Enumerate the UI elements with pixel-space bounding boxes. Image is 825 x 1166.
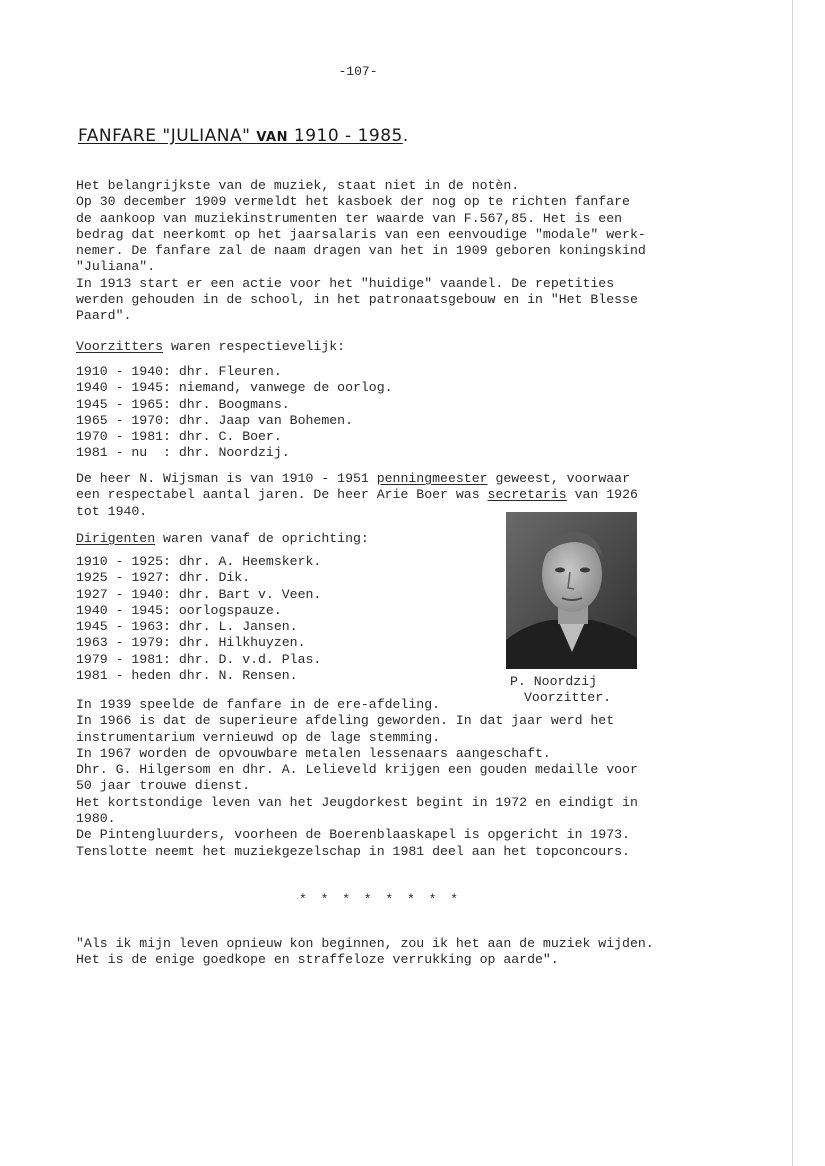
- dirigent-item: 1925 - 1927: dhr. Dik.: [76, 570, 251, 586]
- caption-role: Voorzitter.: [524, 690, 612, 705]
- intro-line: de aankoop van muziekinstrumenten ter waarde van F.567,85. Het is een: [76, 210, 623, 226]
- voorzitter-item: 1970 - 1981: dhr. C. Boer.: [76, 429, 282, 445]
- dirigent-item: 1910 - 1925: dhr. A. Heemskerk.: [76, 554, 322, 569]
- page-edge-line: [792, 0, 793, 1166]
- history-line: instrumentarium vernieuwd op de lage stemming.: [76, 729, 441, 745]
- voorzitter-item: 1981 - nu : dhr. Noordzij.: [76, 445, 290, 461]
- intro-line: Paard".: [76, 308, 132, 324]
- dirigenten-heading-label: Dirigenten: [76, 531, 156, 546]
- title-years: 1910 - 1985: [293, 126, 403, 146]
- voorzitter-item: 1910 - 1940: dhr. Fleuren.: [76, 364, 282, 379]
- dirigent-item: 1927 - 1940: dhr. Bart v. Veen.: [76, 586, 322, 602]
- text-fragment: De heer N. Wijsman is van 1910 - 1951: [76, 471, 377, 486]
- history-line: Dhr. G. Hilgersom en dhr. A. Lelieveld krijgen een gouden medaille voor: [76, 762, 638, 778]
- text-fragment: van 1926: [566, 487, 638, 503]
- treasurer-line-1: [76, 471, 688, 487]
- intro-paragraph: [76, 178, 688, 325]
- dirigent-item: 1963 - 1979: dhr. Hilkhuyzen.: [76, 635, 306, 651]
- title-trail: .: [402, 126, 409, 146]
- title-van: VAN: [256, 130, 288, 145]
- page-title: [78, 126, 409, 146]
- treasurer-line-3: tot 1940.: [76, 503, 148, 519]
- dirigenten-heading: [76, 531, 496, 547]
- intro-line: "Juliana".: [76, 259, 156, 275]
- history-line: Tenslotte neemt het muziekgezelschap in 1981 deel aan het topconcours.: [76, 843, 630, 859]
- history-line: In 1967 worden de opvouwbare metalen lessenaars aangeschaft.: [76, 745, 551, 761]
- history-line: Het kortstondige leven van het Jeugdorkest begint in 1972 en eindigt in: [76, 794, 638, 810]
- dirigent-item: 1945 - 1963: dhr. L. Jansen.: [76, 619, 298, 635]
- history-line: In 1939 speelde de fanfare in de ere-afdeling.: [76, 697, 441, 712]
- dirigent-item: 1940 - 1945: oorlogspauze.: [76, 602, 282, 618]
- caption-name: P. Noordzij: [510, 674, 598, 689]
- voorzitters-heading: [76, 339, 688, 355]
- intro-line: bedrag dat neerkomt op het jaarsalaris van een eenvoudige "modale" werk-: [76, 226, 646, 242]
- history-line: 50 jaar trouwe dienst.: [76, 778, 251, 794]
- voorzitters-heading-label: Voorzitters: [76, 339, 164, 354]
- voorzitters-list: [76, 364, 393, 462]
- voorzitter-item: 1965 - 1970: dhr. Jaap van Bohemen.: [76, 412, 353, 428]
- text-fragment: geweest, voorwaar: [487, 471, 630, 486]
- text-fragment: een respectabel aantal jaren. De heer Arie Boer was: [76, 487, 488, 503]
- quote-line: Het is de enige goedkope en straffeloze verrukking op aarde".: [76, 952, 559, 968]
- voorzitter-item: 1945 - 1965: dhr. Boogmans.: [76, 396, 290, 412]
- section-separator: * * * * * * * *: [298, 892, 462, 907]
- secretaris-term: secretaris: [487, 487, 567, 503]
- history-paragraph: [76, 697, 688, 860]
- history-line: In 1966 is dat de superieure afdeling geworden. In dat jaar werd het: [76, 713, 615, 729]
- portrait-photo: [506, 512, 637, 669]
- intro-line: nemer. De fanfare zal de naam dragen van het in 1909 geboren koningskind: [76, 243, 646, 259]
- intro-line: In 1913 start er een actie voor het "huidige" vaandel. De repetities: [76, 275, 615, 291]
- dirigent-item: 1981 - heden dhr. N. Rensen.: [76, 668, 298, 684]
- voorzitter-item: 1940 - 1945: niemand, vanwege de oorlog.: [76, 380, 393, 396]
- intro-line: Het belangrijkste van de muziek, staat niet in de notèn.: [76, 178, 520, 193]
- closing-quote: [76, 936, 688, 969]
- page-number: -107-: [338, 64, 378, 79]
- quote-line: "Als ik mijn leven opnieuw kon beginnen, zou ik het aan de muziek wijden.: [76, 936, 654, 951]
- voorzitters-heading-rest: waren respectievelijk:: [163, 339, 346, 354]
- portrait-illustration: [506, 512, 637, 669]
- penningmeester-term: penningmeester: [376, 471, 488, 486]
- history-line: De Pintengluurders, voorheen de Boerenblaaskapel is opgericht in 1973.: [76, 827, 630, 843]
- dirigenten-list: [76, 554, 321, 684]
- intro-line: Op 30 december 1909 vermeldt het kasboek der nog op te richten fanfare: [76, 194, 630, 210]
- treasurer-line-2: [76, 487, 688, 503]
- title-main: FANFARE "JULIANA": [78, 126, 251, 146]
- dirigent-item: 1979 - 1981: dhr. D. v.d. Plas.: [76, 651, 322, 667]
- intro-line: werden gehouden in de school, in het patronaatsgebouw en in "Het Blesse: [76, 292, 638, 308]
- history-line: 1980.: [76, 811, 116, 827]
- dirigenten-heading-rest: waren vanaf de oprichting:: [155, 531, 369, 546]
